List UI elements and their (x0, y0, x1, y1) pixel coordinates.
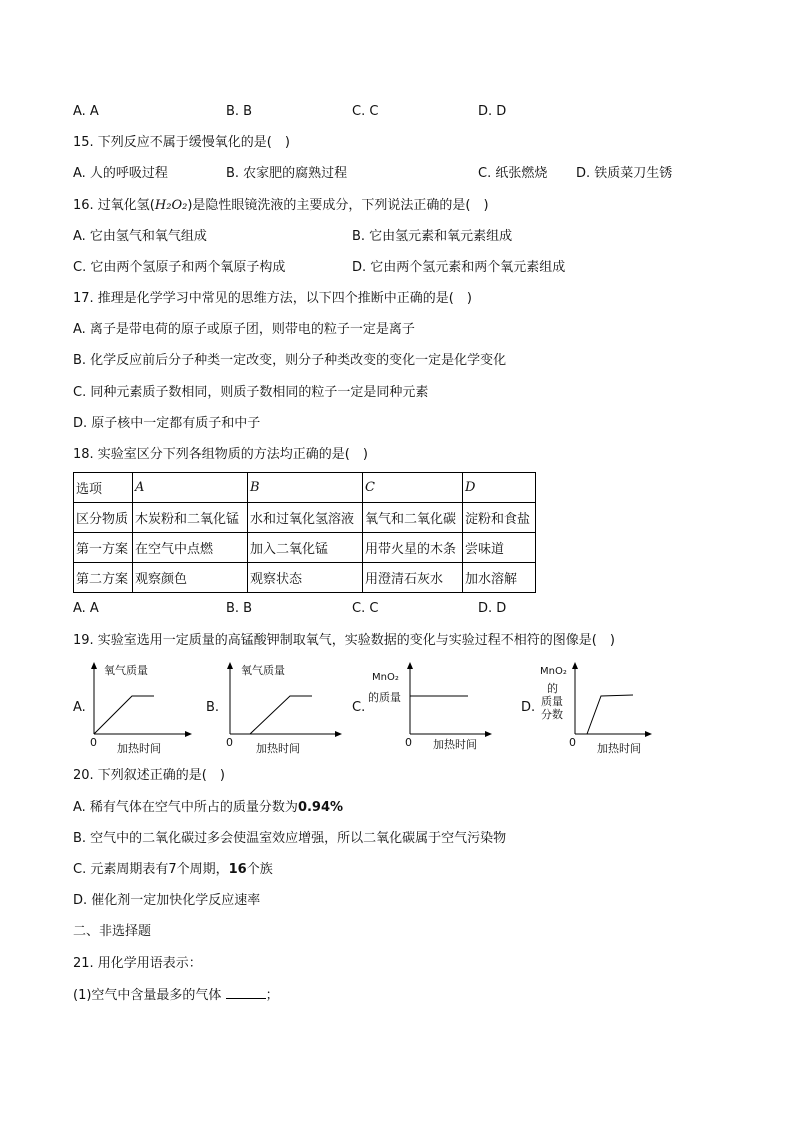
q18-option-d: D. D (478, 601, 507, 616)
q15-option-c: C. 纸张燃烧 (478, 166, 548, 181)
table-cell: 淀粉和食盐 (463, 503, 536, 533)
q15-option-a: A. 人的呼吸过程 (73, 166, 168, 181)
table-cell: 氧气和二氧化碳 (363, 503, 463, 533)
graph-b-letter: B. (206, 700, 220, 715)
q18-option-a: A. A (73, 601, 99, 616)
graph-d-letter: D. (521, 700, 536, 715)
q20-option-b: B. 空气中的二氧化碳过多会使温室效应增强，所以二氧化碳属于空气污染物 (73, 831, 507, 846)
graph-b-origin: 0 (226, 736, 233, 749)
graph-d-ylabel-3: 质量 (541, 695, 563, 708)
table-cell: A (133, 473, 248, 503)
graph-a-xlabel: 加热时间 (117, 742, 161, 755)
q18-option-c: C. C (352, 601, 379, 616)
q14-option-b: B. B (226, 104, 253, 119)
q16-option-a: A. 它由氢气和氧气组成 (73, 229, 207, 244)
q20-option-a-text: A. 稀有气体在空气中所占的质量分数为 (73, 800, 298, 815)
q16-formula: H₂O₂ (154, 198, 188, 213)
table-cell: 观察状态 (248, 563, 363, 593)
table-cell: 加入二氧化锰 (248, 533, 363, 563)
table-row (74, 473, 536, 503)
graph-b-xlabel: 加热时间 (256, 742, 300, 755)
q20-option-a-value: 0.94% (297, 800, 344, 815)
graph-d-ylabel-4: 分数 (541, 708, 563, 721)
q14-option-a: A. A (73, 104, 99, 119)
q16-option-d: D. 它由两个氢元素和两个氧元素组成 (352, 260, 566, 275)
table-cell: 在空气中点燃 (133, 533, 248, 563)
table-cell: 观察颜色 (133, 563, 248, 593)
graph-c-ylabel-1: MnO₂ (372, 672, 399, 683)
q20-option-c-text: C. 元素周期表有7个周期， (73, 862, 229, 877)
q20-option-c-value: 16 (228, 862, 247, 877)
table-cell: C (363, 473, 463, 503)
graph-d-ylabel-1: MnO₂ (540, 666, 567, 677)
q17-option-c: C. 同种元素质子数相同，则质子数相同的粒子一定是同种元素 (73, 385, 429, 400)
graph-b-ylabel: 氧气质量 (241, 664, 285, 677)
section-title: 二、非选择题 (73, 924, 152, 939)
table-cell: 木炭粉和二氧化锰 (133, 503, 248, 533)
graph-a-origin: 0 (90, 736, 97, 749)
graph-c-ylabel-2: 的质量 (368, 691, 401, 704)
q17-option-a: A. 离子是带电荷的原子或原子团，则带电的粒子一定是离子 (73, 322, 415, 337)
q15-option-b: B. 农家肥的腐熟过程 (226, 166, 348, 181)
table-cell: 区分物质 (74, 503, 133, 533)
table-cell: 第一方案 (74, 533, 133, 563)
q15-option-d: D. 铁质菜刀生锈 (576, 166, 673, 181)
q21-part1 (73, 986, 279, 1005)
table-cell: D (463, 473, 536, 503)
graph-a-letter: A. (73, 700, 86, 715)
table-cell: 第二方案 (74, 563, 133, 593)
graph-a-ylabel: 氧气质量 (104, 664, 148, 677)
table-cell: 尝味道 (463, 533, 536, 563)
table-row (74, 503, 536, 533)
graph-d-origin: 0 (569, 736, 576, 749)
table-cell: 用澄清石灰水 (363, 563, 463, 593)
graph-c-xlabel: 加热时间 (433, 738, 477, 751)
q17-stem: 17. 推理是化学学习中常见的思维方法，以下四个推断中正确的是( ) (73, 291, 472, 306)
q18-stem: 18. 实验室区分下列各组物质的方法均正确的是( ) (73, 447, 368, 462)
q17-option-b: B. 化学反应前后分子种类一定改变，则分子种类改变的变化一定是化学变化 (73, 353, 507, 368)
q14-option-c: C. C (352, 104, 379, 119)
table-cell: 选项 (74, 473, 133, 503)
q21-part1-text: (1)空气中含量最多的气体 (73, 988, 226, 1003)
graph-c-origin: 0 (405, 736, 412, 749)
q20-option-d: D. 催化剂一定加快化学反应速率 (73, 893, 261, 908)
q20-option-a (73, 799, 343, 817)
table-cell: 加水溶解 (463, 563, 536, 593)
q21-stem: 21. 用化学用语表示： (73, 956, 202, 971)
q18-option-b: B. B (226, 601, 253, 616)
q14-option-d: D. D (478, 104, 507, 119)
table-row (74, 563, 536, 593)
q18-table (73, 472, 536, 593)
graph-c-letter: C. (352, 700, 366, 715)
graph-d-ylabel-2: 的 (547, 682, 558, 695)
graph-d-xlabel: 加热时间 (597, 742, 641, 755)
q20-option-c (73, 861, 273, 879)
q16-stem-suffix: )是隐性眼镜洗液的主要成分，下列说法正确的是( ) (187, 198, 489, 213)
q17-option-d: D. 原子核中一定都有质子和中子 (73, 416, 261, 431)
table-cell: 用带火星的木条 (363, 533, 463, 563)
q16-option-b: B. 它由氢元素和氧元素组成 (352, 229, 513, 244)
q15-stem: 15. 下列反应不属于缓慢氧化的是( ) (73, 135, 290, 150)
table-cell: 水和过氧化氢溶液 (248, 503, 363, 533)
q19-stem: 19. 实验室选用一定质量的高锰酸钾制取氧气，实验数据的变化与实验过程不相符的图像是( ) (73, 633, 615, 648)
q21-part1-suffix: ； (265, 988, 279, 1003)
q20-option-c-suffix: 个族 (246, 862, 273, 877)
q16-option-c: C. 它由两个氢原子和两个氧原子构成 (73, 260, 286, 275)
q16-stem-prefix: 16. 过氧化氢( (73, 198, 155, 213)
table-row (74, 533, 536, 563)
table-cell: B (248, 473, 363, 503)
q16-stem (73, 197, 489, 215)
q20-stem: 20. 下列叙述正确的是( ) (73, 768, 225, 783)
answer-blank[interactable] (226, 986, 266, 999)
